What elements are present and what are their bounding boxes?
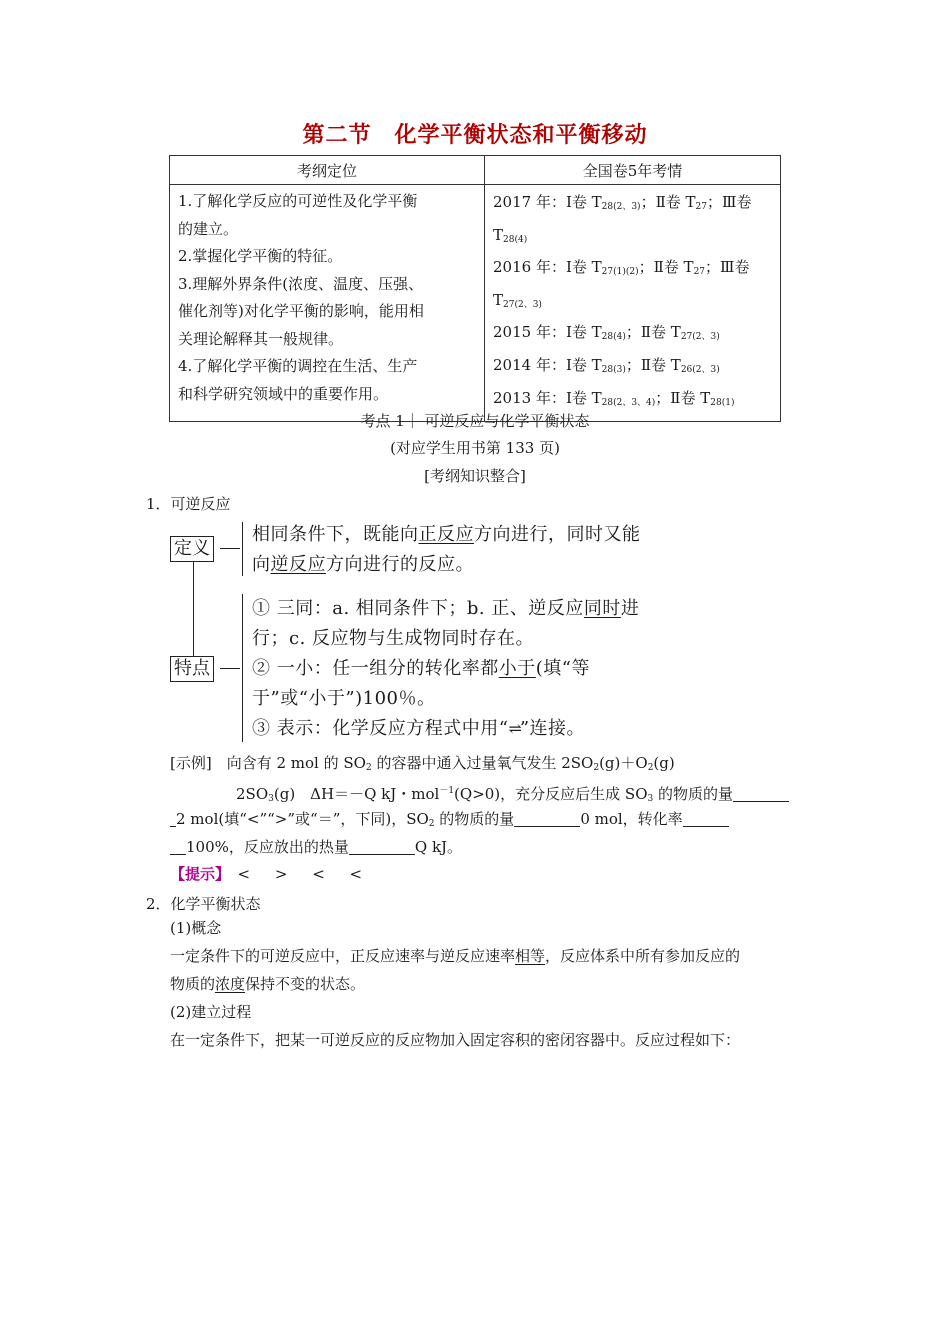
hint-answers: < > < <	[237, 865, 373, 883]
feature-line-4: 于”或“小于”)100％。	[252, 688, 436, 709]
kaodian-heading: 考点 1｜ 可逆反应与化学平衡状态	[360, 412, 590, 430]
exam-2015: 2015 年：Ⅰ卷 $T_{28(4)}$；Ⅱ卷 $T_{27(2、3)}$	[493, 323, 720, 343]
definition-line-2: 向逆反应方向进行的反应。	[252, 554, 474, 575]
heading-equilibrium-state: 2．化学平衡状态	[146, 895, 261, 913]
definition-line-1: 相同条件下，既能向正反应方向进行，同时又能	[252, 524, 641, 545]
outline-line: 关理论解释其一般规律。	[178, 329, 344, 348]
definition-box: 定义	[170, 536, 214, 562]
exam-2016: 2016 年：Ⅰ卷 $T_{27(1)(2)}$；Ⅱ卷 $T_{27}$；Ⅲ卷	[493, 258, 750, 278]
outline-line: 2.掌握化学平衡的特征。	[178, 247, 343, 265]
exam-2017: 2017 年：Ⅰ卷 $T_{28(2、3)}$；Ⅱ卷 $T_{27}$；Ⅲ卷	[493, 193, 752, 212]
concept-paragraph-line-1: 一定条件下的可逆反应中，正反应速率与逆反应速率相等，反应体系中所有参加反应的	[170, 947, 741, 965]
table-header-exams: 全国卷5年考情	[485, 156, 781, 185]
bracket-line	[242, 594, 243, 742]
example-line-1: [示例] 向含有 2 mol 的 $SO_2$ 的容器中通入过量氧气发生 $2SO_2(g)+O_2(g)$	[170, 754, 675, 773]
concept-diagram	[170, 520, 810, 745]
exam-2017-cont: $T_{28(4)}$	[493, 225, 528, 245]
process-paragraph: 在一定条件下，把某一可逆反应的反应物加入固定容积的密闭容器中。反应过程如下：	[170, 1031, 741, 1049]
outline-line: 和科学研究领域中的重要作用。	[178, 384, 389, 403]
answer-blank[interactable]	[349, 838, 415, 855]
answer-blank[interactable]	[683, 810, 729, 827]
connector-line	[220, 548, 240, 549]
hint-line	[170, 861, 372, 889]
exam-2014: 2014 年：Ⅰ卷 $T_{28(3)}$；Ⅱ卷 $T_{26(2、3)}$	[493, 355, 720, 375]
outline-line: 催化剂等)对化学平衡的影响，能用相	[178, 302, 424, 320]
table-header-outline: 考纲定位	[170, 156, 485, 185]
reversible-arrow-icon: ⇌	[508, 719, 520, 738]
exam-2013: 2013 年：Ⅰ卷 $T_{28(2、3、4)}$；Ⅱ卷 $T_{28(1)}$	[493, 388, 735, 408]
answer-blank[interactable]	[514, 810, 580, 827]
outline-line: 的建立。	[178, 219, 239, 238]
outline-line: 3.理解外界条件(浓度、温度、压强、	[178, 274, 424, 293]
answer-blank[interactable]	[170, 838, 186, 855]
connector-line	[220, 668, 240, 669]
outline-table	[169, 155, 781, 422]
example-line-3: 2 mol(填“<”“>”或“＝”，下同)，$SO_2$ 的物质的量 0 mol，转化率	[170, 806, 729, 839]
feature-line-1: ① 三同：a. 相同条件下；b. 正、逆反应同时进	[252, 598, 640, 619]
outline-cell	[170, 185, 485, 422]
example-line-4: 100%，反应放出的热量 Q kJ。	[170, 834, 462, 862]
feature-line-3: ② 一小：任一组分的转化率都小于(填“等	[252, 658, 590, 679]
exams-cell	[485, 185, 781, 422]
book-reference: (对应学生用书第 133 页)	[390, 439, 560, 457]
outline-line: 1.了解化学反应的可逆性及化学平衡	[178, 192, 418, 210]
section-tag: [考纲知识整合]	[424, 467, 526, 485]
feature-box: 特点	[170, 656, 214, 682]
feature-line-5: ③ 表示：化学反应方程式中用“⇌”连接。	[252, 714, 585, 744]
concept-paragraph-line-2: 物质的浓度保持不变的状态。	[170, 975, 366, 993]
subheading-concept: (1)概念	[170, 919, 222, 937]
page-title: 第二节 化学平衡状态和平衡移动	[302, 122, 648, 148]
heading-reversible-reaction: 1．可逆反应	[146, 495, 231, 513]
hint-label: 【提示】	[170, 865, 223, 883]
feature-line-2: 行；c. 反应物与生成物同时存在。	[252, 628, 535, 649]
vertical-connector	[193, 562, 194, 658]
bracket-line	[242, 522, 243, 576]
outline-line: 4.了解化学平衡的调控在生活、生产	[178, 357, 418, 375]
example-line-2: $2SO_3(g)$ ΔH＝－Q kJ・mol$^{-1}$(Q>0)，充分反应后生成 $SO_3$ 的物质的量	[236, 778, 789, 814]
subheading-process: (2)建立过程	[170, 1003, 252, 1021]
answer-blank[interactable]	[733, 785, 789, 802]
exam-2016-cont: $T_{27(2、3)}$	[493, 290, 542, 310]
